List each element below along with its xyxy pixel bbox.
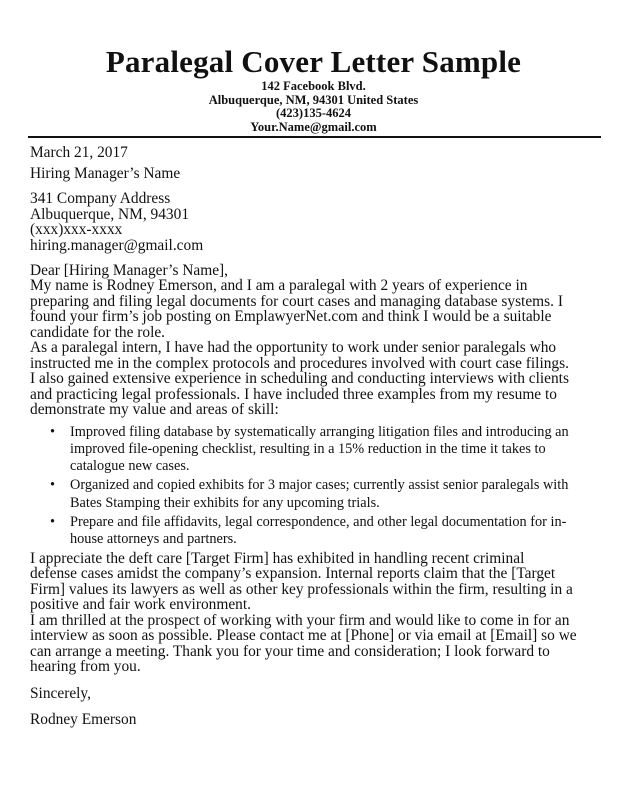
paragraph-line: instructed me in the complex protocols and procedures involved with court case filings. bbox=[30, 354, 569, 372]
closing-salutation: Sincerely, bbox=[30, 684, 91, 702]
bullet-icon: • bbox=[50, 423, 56, 440]
sender-contact-block bbox=[0, 80, 627, 134]
header-divider bbox=[28, 136, 601, 138]
document-title: Paralegal Cover Letter Sample bbox=[105, 44, 522, 79]
paragraph-experience bbox=[30, 340, 602, 418]
bullet-line: Improved filing database by systematically arranging litigation files and introducing an bbox=[70, 423, 569, 440]
paragraph-closing bbox=[30, 613, 602, 675]
paragraph-line: and practicing legal professionals. I have included three examples from my resume to bbox=[30, 385, 557, 403]
paragraph-firm-appreciation bbox=[30, 551, 602, 613]
paragraph-line: Firm] values its lawyers as well as other key professionals within the firm, resulting in a bbox=[30, 580, 573, 598]
paragraph-line: preparing and filing legal documents for court cases and managing database systems. I bbox=[30, 292, 563, 310]
bullet-line: Prepare and file affidavits, legal correspondence, and other legal documentation for in- bbox=[70, 513, 567, 530]
signature-name: Rodney Emerson bbox=[30, 711, 137, 729]
recipient-phone: (xxx)xxx-xxxx bbox=[30, 221, 123, 238]
list-item bbox=[50, 513, 602, 549]
paragraph-line: I also gained extensive experience in scheduling and conducting interviews with clients bbox=[30, 370, 569, 387]
sender-address-line2: Albuquerque, NM, 94301 United States bbox=[208, 92, 419, 107]
paragraph-line: candidate for the role. bbox=[30, 323, 166, 341]
paragraph-line: I appreciate the deft care [Target Firm] has exhibited in handling recent criminal bbox=[30, 549, 525, 567]
letter-body bbox=[30, 145, 602, 728]
recipient-email: hiring.manager@gmail.com bbox=[30, 236, 204, 254]
paragraph-line: interview as soon as possible. Please contact me at [Phone] or via email at [Email] so we bbox=[30, 627, 577, 645]
bullet-line: Bates Stamping their exhibits for any upcoming trials. bbox=[70, 494, 380, 511]
bullet-icon: • bbox=[50, 477, 56, 494]
letter-date: March 21, 2017 bbox=[30, 144, 128, 161]
paragraph-line: demonstrate my value and areas of skill: bbox=[30, 401, 279, 418]
paragraph-line: found your firm’s job posting on EmplawyerNet.com and think I would be a suitable bbox=[30, 308, 552, 325]
list-item bbox=[50, 423, 602, 476]
paragraph-intro bbox=[30, 278, 602, 340]
recipient-address1: 341 Company Address bbox=[30, 190, 171, 207]
recipient-address-block bbox=[30, 191, 602, 253]
bullet-line: Organized and copied exhibits for 3 major cases; currently assist senior paralegals with bbox=[70, 477, 569, 494]
paragraph-line: hearing from you. bbox=[30, 658, 141, 676]
sender-address-line1: 142 Facebook Blvd. bbox=[261, 79, 366, 93]
paragraph-line: can arrange a meeting. Thank you for your time and consideration; I look forward to bbox=[30, 642, 550, 660]
recipient-name: Hiring Manager’s Name bbox=[30, 165, 181, 182]
recipient-address2: Albuquerque, NM, 94301 bbox=[30, 205, 190, 223]
salutation: Dear [Hiring Manager’s Name], bbox=[30, 261, 229, 279]
skills-bullet-list bbox=[30, 424, 602, 549]
list-item bbox=[50, 477, 602, 512]
paragraph-line: positive and fair work environment. bbox=[30, 596, 251, 614]
paragraph-line: defense cases amidst the company’s expansion. Internal reports claim that the [Target bbox=[30, 565, 556, 583]
paragraph-line: I am thrilled at the prospect of working with your firm and would like to come in for an bbox=[30, 611, 570, 629]
bullet-icon: • bbox=[50, 513, 56, 530]
sender-email: Your.Name@gmail.com bbox=[250, 119, 377, 134]
sender-phone: (423)135-4624 bbox=[276, 106, 351, 120]
bullet-line: improved file-opening checklist, resulting in a 15% reduction in the time it takes to bbox=[70, 440, 546, 457]
bullet-line: house attorneys and partners. bbox=[70, 531, 237, 548]
paragraph-line: As a paralegal intern, I have had the opportunity to work under senior paralegals who bbox=[30, 339, 557, 356]
paragraph-line: My name is Rodney Emerson, and I am a paralegal with 2 years of experience in bbox=[30, 277, 528, 294]
bullet-line: catalogue new cases. bbox=[70, 458, 190, 475]
